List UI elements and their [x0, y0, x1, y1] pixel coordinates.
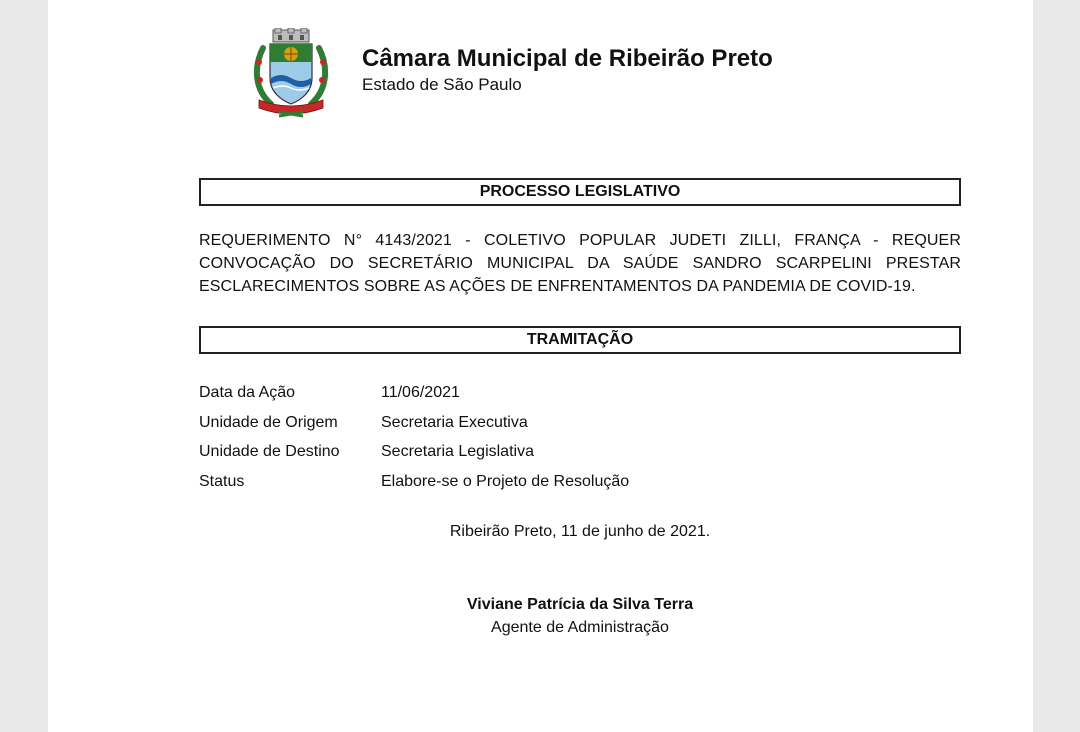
organization-state: Estado de São Paulo: [362, 75, 522, 94]
detail-value: 11/06/2021: [381, 384, 460, 401]
detail-row-data-acao: [199, 381, 899, 411]
detail-value: Secretaria Legislativa: [381, 443, 534, 460]
document-page: [48, 0, 1033, 732]
tramitacao-details: [199, 381, 899, 499]
requerimento-subject: REQUERIMENTO N° 4143/2021 - COLETIVO POPULAR JUDETI ZILLI, FRANÇA - REQUER CONVOCAÇÃO DO SECRETÁRIO MUNICIPAL DA SAÚDE SANDRO SCARPELINI PRESTAR ESCLARECIMENTOS SOBRE AS AÇÕES DE ENFRENTAMENTOS DA PANDEMIA DE COVID-19.: [199, 232, 961, 295]
letterhead: [253, 28, 973, 120]
detail-row-unidade-destino: [199, 440, 899, 470]
detail-value: Secretaria Executiva: [381, 413, 528, 431]
signer-role: Agente de Administração: [491, 619, 669, 636]
detail-label: Data da Ação: [199, 384, 296, 401]
detail-row-unidade-origem: [199, 411, 899, 441]
city-coat-of-arms-icon: [253, 28, 329, 118]
detail-value: Elabore-se o Projeto de Resolução: [381, 472, 630, 490]
organization-name: Câmara Municipal de Ribeirão Preto: [362, 45, 773, 72]
signer-name: Viviane Patrícia da Silva Terra: [466, 596, 694, 613]
processo-legislativo-heading: PROCESSO LEGISLATIVO: [199, 178, 961, 206]
tramitacao-heading: TRAMITAÇÃO: [199, 326, 961, 354]
detail-label: Status: [199, 472, 245, 490]
detail-label: Unidade de Destino: [199, 443, 340, 460]
place-and-date: Ribeirão Preto, 11 de junho de 2021.: [449, 523, 711, 540]
detail-row-status: [199, 470, 899, 500]
detail-label: Unidade de Origem: [199, 413, 338, 431]
